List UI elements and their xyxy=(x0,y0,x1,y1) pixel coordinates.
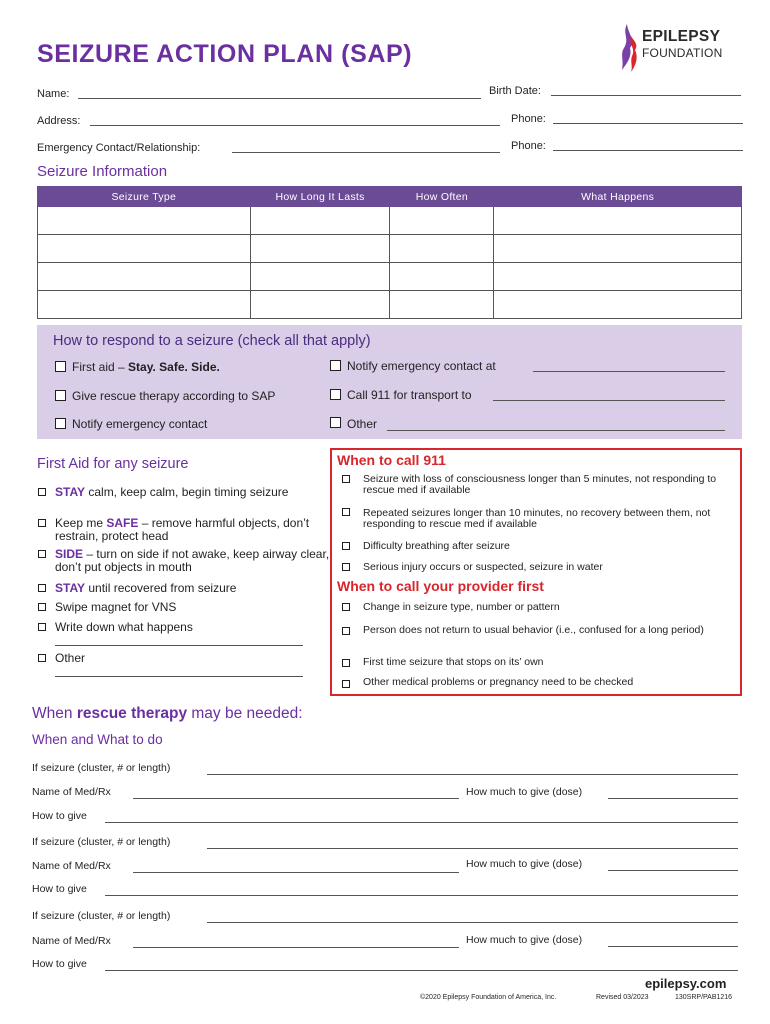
table-row xyxy=(38,291,742,319)
how-to-give-field[interactable] xyxy=(105,822,738,823)
first-aid-heading: First Aid for any seizure xyxy=(37,456,189,472)
call-provider-checkbox[interactable] xyxy=(342,627,350,635)
notify-contact-at-field[interactable] xyxy=(533,371,725,372)
call-provider-checkbox[interactable] xyxy=(342,659,350,667)
first-aid-keyword: SIDE xyxy=(55,547,84,561)
call-provider-item: First time seizure that stops on its’ own xyxy=(363,656,544,668)
med-name-field[interactable] xyxy=(133,947,459,948)
if-seizure-label: If seizure (cluster, # or length) xyxy=(32,910,171,922)
footer-revised: Revised 03/2023 xyxy=(596,994,649,1001)
rescue-therapy-heading xyxy=(32,705,303,723)
first-aid-keyword: STAY xyxy=(55,485,86,499)
dose-label: How much to give (dose) xyxy=(466,786,583,798)
logo-text-epilepsy: EPILEPSY xyxy=(642,28,721,45)
first-aid-item-text: calm, keep calm, begin timing seizure xyxy=(85,485,289,499)
table-cell[interactable] xyxy=(250,263,390,291)
first-aid-item-prefix: Keep me xyxy=(55,516,107,530)
how-to-give-field[interactable] xyxy=(105,895,738,896)
col-header-what-happens: What Happens xyxy=(494,187,742,207)
how-to-give-field[interactable] xyxy=(105,970,738,971)
call-911-heading: When to call 911 xyxy=(337,452,446,468)
write-down-checkbox[interactable] xyxy=(38,623,46,631)
table-cell[interactable] xyxy=(250,235,390,263)
seizure-info-table xyxy=(37,186,742,319)
med-name-label: Name of Med/Rx xyxy=(32,786,111,798)
col-header-how-often: How Often xyxy=(390,187,494,207)
call-provider-heading: When to call your provider first xyxy=(337,578,544,594)
call-911-item: Serious injury occurs or suspected, seizure in water xyxy=(363,561,603,573)
how-to-give-label: How to give xyxy=(32,958,87,970)
seizure-info-heading: Seizure Information xyxy=(37,163,168,180)
if-seizure-label: If seizure (cluster, # or length) xyxy=(32,762,171,774)
table-row xyxy=(38,235,742,263)
call-provider-checkbox[interactable] xyxy=(342,680,350,688)
table-cell[interactable] xyxy=(250,207,390,235)
page-title: SEIZURE ACTION PLAN (SAP) xyxy=(37,40,413,68)
keep-safe-checkbox[interactable] xyxy=(38,519,46,527)
flame-icon xyxy=(618,22,640,74)
name-label: Name: xyxy=(37,88,70,100)
call-911-item: Repeated seizures longer than 10 minutes, no recovery between them, not responding to rescue med if available xyxy=(363,507,711,530)
first-aid-checkbox[interactable] xyxy=(55,361,66,372)
rescue-therapy-checkbox[interactable] xyxy=(55,390,66,401)
first-aid-item xyxy=(55,582,330,595)
table-cell[interactable] xyxy=(38,207,251,235)
address-label: Address: xyxy=(37,115,81,127)
notify-contact-checkbox[interactable] xyxy=(55,418,66,429)
first-aid-item: Write down what happens xyxy=(55,620,193,634)
birth-date-label: Birth Date: xyxy=(489,85,541,97)
call-911-checkbox[interactable] xyxy=(342,563,350,571)
first-aid-option-bold: Stay. Safe. Side. xyxy=(128,360,220,374)
med-name-field[interactable] xyxy=(133,798,459,799)
call-911-checkbox[interactable] xyxy=(342,508,350,516)
rescue-title-post: may be needed: xyxy=(187,705,303,722)
dose-field[interactable] xyxy=(608,870,738,871)
med-name-label: Name of Med/Rx xyxy=(32,935,111,947)
call-provider-checkbox[interactable] xyxy=(342,603,350,611)
epilepsy-foundation-logo xyxy=(618,20,736,76)
call-911-checkbox[interactable] xyxy=(342,542,350,550)
first-aid-keyword: SAFE xyxy=(106,516,139,530)
table-cell[interactable] xyxy=(494,207,742,235)
col-header-seizure-type: Seizure Type xyxy=(38,187,251,207)
first-aid-item-text: – remove harmful objects, don’t restrain, protect head xyxy=(55,516,310,543)
first-aid-other-checkbox[interactable] xyxy=(38,654,46,662)
birth-date-field[interactable] xyxy=(551,95,741,96)
call-provider-item: Change in seizure type, number or pattern xyxy=(363,601,560,613)
phone-label: Phone: xyxy=(511,113,546,125)
notify-contact-at-option: Notify emergency contact at xyxy=(347,359,496,373)
col-header-how-long: How Long It Lasts xyxy=(250,187,390,207)
footer-url[interactable]: epilepsy.com xyxy=(645,976,727,991)
first-aid-item xyxy=(55,548,330,574)
dose-field[interactable] xyxy=(608,798,738,799)
stay-until-recovered-checkbox[interactable] xyxy=(38,584,46,592)
footer-copyright: ©2020 Epilepsy Foundation of America, Inc. xyxy=(420,994,557,1001)
stay-calm-checkbox[interactable] xyxy=(38,488,46,496)
how-to-give-label: How to give xyxy=(32,810,87,822)
phone-field[interactable] xyxy=(553,123,743,124)
first-aid-other-field[interactable] xyxy=(55,676,303,677)
emergency-phone-label: Phone: xyxy=(511,140,546,152)
name-field[interactable] xyxy=(78,98,481,99)
call-911-transport-checkbox[interactable] xyxy=(330,389,341,400)
if-seizure-label: If seizure (cluster, # or length) xyxy=(32,836,171,848)
emergency-contact-label: Emergency Contact/Relationship: xyxy=(37,142,201,154)
table-row xyxy=(38,263,742,291)
call-911-checkbox[interactable] xyxy=(342,475,350,483)
table-cell[interactable] xyxy=(494,235,742,263)
respond-heading: How to respond to a seizure (check all that apply) xyxy=(53,333,371,349)
call-911-transport-field[interactable] xyxy=(493,400,725,401)
if-seizure-field[interactable] xyxy=(207,774,738,775)
emergency-contact-field[interactable] xyxy=(232,152,500,153)
first-aid-keyword: STAY xyxy=(55,581,86,595)
first-aid-option-text: First aid – xyxy=(72,360,129,374)
swipe-magnet-checkbox[interactable] xyxy=(38,603,46,611)
call-911-item: Seizure with loss of consciousness longer than 5 minutes, not responding to rescue med if available xyxy=(363,473,717,496)
other-field[interactable] xyxy=(387,430,725,431)
table-cell[interactable] xyxy=(494,291,742,319)
rescue-therapy-option: Give rescue therapy according to SAP xyxy=(72,389,276,403)
first-aid-item: Swipe magnet for VNS xyxy=(55,600,177,614)
notify-contact-at-checkbox[interactable] xyxy=(330,360,341,371)
table-cell[interactable] xyxy=(494,263,742,291)
write-down-field[interactable] xyxy=(55,645,303,646)
logo-text-foundation: FOUNDATION xyxy=(642,46,723,60)
footer-code: 130SRP/PAB1216 xyxy=(675,994,733,1001)
med-name-label: Name of Med/Rx xyxy=(32,860,111,872)
table-cell[interactable] xyxy=(390,207,494,235)
rescue-title-bold: rescue therapy xyxy=(76,705,188,722)
first-aid-option xyxy=(72,360,220,374)
rescue-title-pre: When xyxy=(32,705,77,722)
dose-field[interactable] xyxy=(608,946,738,947)
table-cell[interactable] xyxy=(390,235,494,263)
address-field[interactable] xyxy=(90,125,500,126)
call-911-transport-option: Call 911 for transport to xyxy=(347,388,472,402)
first-aid-item-text: – turn on side if not awake, keep airway clear, don’t put objects in mouth xyxy=(55,547,330,574)
if-seizure-field[interactable] xyxy=(207,922,738,923)
emergency-phone-field[interactable] xyxy=(553,150,743,151)
if-seizure-field[interactable] xyxy=(207,848,738,849)
table-cell[interactable] xyxy=(38,235,251,263)
call-911-item: Difficulty breathing after seizure xyxy=(363,540,510,552)
when-and-what-heading: When and What to do xyxy=(32,732,163,747)
call-provider-item: Person does not return to usual behavior (i.e., confused for a long period) xyxy=(363,624,704,636)
first-aid-item xyxy=(55,517,330,543)
first-aid-item: Other xyxy=(55,651,86,665)
table-cell[interactable] xyxy=(390,263,494,291)
table-cell[interactable] xyxy=(38,263,251,291)
side-checkbox[interactable] xyxy=(38,550,46,558)
first-aid-item xyxy=(55,486,330,499)
dose-label: How much to give (dose) xyxy=(466,858,583,870)
first-aid-item-text: until recovered from seizure xyxy=(85,581,237,595)
other-checkbox[interactable] xyxy=(330,417,341,428)
table-cell[interactable] xyxy=(250,291,390,319)
other-option: Other xyxy=(347,417,378,431)
med-name-field[interactable] xyxy=(133,872,459,873)
dose-label: How much to give (dose) xyxy=(466,934,583,946)
table-row xyxy=(38,207,742,235)
call-provider-item: Other medical problems or pregnancy need to be checked xyxy=(363,676,634,688)
table-cell[interactable] xyxy=(38,291,251,319)
table-cell[interactable] xyxy=(390,291,494,319)
notify-contact-option: Notify emergency contact xyxy=(72,417,208,431)
how-to-give-label: How to give xyxy=(32,883,87,895)
